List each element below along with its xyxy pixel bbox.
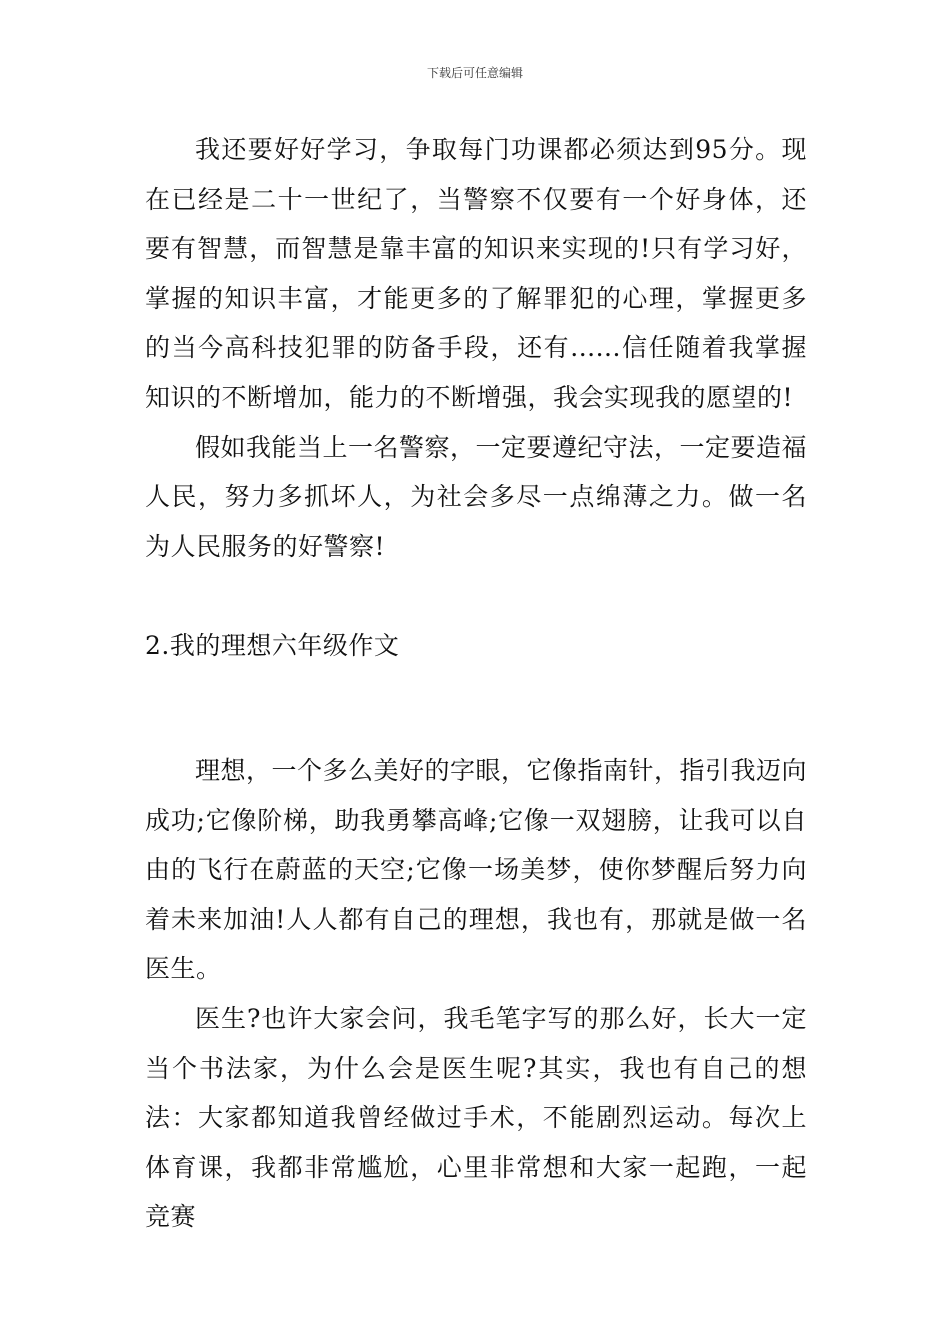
paragraph-ideal: 理想，一个多么美好的字眼，它像指南针，指引我迈向成功;它像阶梯，助我勇攀高峰;它像一双翅膀，让我可以自由的飞行在蔚蓝的天空;它像一场美梦，使你梦醒后努力向着未来加油!人人都有自己的理想，我也有，那就是做一名医生。 <box>145 755 808 984</box>
document-body <box>145 125 807 1242</box>
paragraph-police: 假如我能当上一名警察，一定要遵纪守法，一定要造福人民，努力多抓坏人，为社会多尽一点绵薄之力。做一名为人民服务的好警察! <box>145 432 808 561</box>
page-header: 下载后可任意编辑 <box>426 66 523 80</box>
section-heading: 2.我的理想六年级作文 <box>145 631 400 661</box>
section-spacer <box>145 671 807 746</box>
paragraph-study: 我还要好好学习，争取每门功课都必须达到95分。现在已经是二十一世纪了，当警察不仅要有一个好身体，还要有智慧，而智慧是靠丰富的知识来实现的!只有学习好，掌握的知识丰富，才能更多的了解罪犯的心理，掌握更多的当今高科技犯罪的防备手段，还有......信任随着我掌握知识的不断增加，能力的不断增强，我会实现我的愿望的! <box>145 135 807 412</box>
paragraph-doctor: 医生?也许大家会问，我毛笔字写的那么好，长大一定当个书法家，为什么会是医生呢?其实，我也有自己的想法：大家都知道我曾经做过手术，不能剧烈运动。每次上体育课，我都非常尴尬，心里非常想和大家一起跑，一起竞赛 <box>145 1003 807 1232</box>
